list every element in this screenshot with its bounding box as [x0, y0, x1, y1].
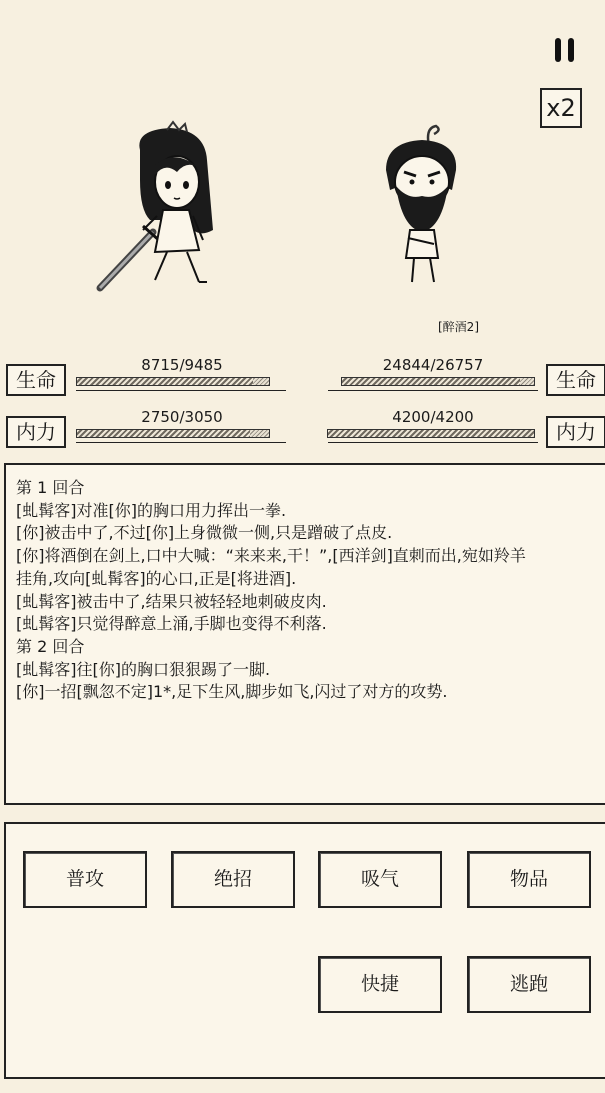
enemy-mp-bar: [327, 429, 535, 438]
log-line: [你]一招[飘忽不定]1*,足下生风,脚步如飞,闪过了对方的攻势.: [16, 682, 448, 702]
pause-icon: [555, 38, 561, 62]
player-mp-value: 2750/3050: [141, 408, 223, 426]
battle-log: [16, 477, 601, 704]
log-line: [虬髯客]对准[你]的胸口用力挥出一拳.: [16, 500, 287, 520]
enemy-hp-bar: [341, 377, 535, 386]
flee-button[interactable]: 逃跑: [467, 956, 591, 1013]
enemy-hp-fill: [342, 378, 520, 385]
log-line: [你]将酒倒在剑上,口中大喊：“来来来,干！”,[西洋剑]直刺而出,宛如羚羊: [16, 546, 526, 566]
enemy-hp-value: 24844/26757: [382, 356, 484, 374]
attack-button[interactable]: 普攻: [23, 851, 147, 908]
player-mp-label: 内力: [6, 416, 66, 448]
log-line: [你]被击中了,不过[你]上身微微一侧,只是蹭破了点皮.: [16, 523, 393, 543]
player-mp-fill: [77, 430, 250, 437]
player-hp-fill: [77, 378, 253, 385]
battle-log-panel[interactable]: [4, 463, 605, 805]
skill-button[interactable]: 绝招: [171, 851, 295, 908]
player-hp-bar: [76, 377, 270, 386]
enemy-mp-label: 内力: [546, 416, 605, 448]
enemy-character: [372, 120, 472, 290]
enemy-buff-drunk: [醉酒2]: [438, 320, 479, 334]
log-line: [虬髯客]往[你]的胸口狠狠踢了一脚.: [16, 659, 271, 679]
log-line: 第 2 回合: [16, 636, 85, 656]
speed-toggle-button[interactable]: x2: [540, 88, 582, 128]
log-line: [虬髯客]只觉得醉意上涌,手脚也变得不利落.: [16, 614, 327, 634]
quick-button[interactable]: 快捷: [318, 956, 442, 1013]
items-button[interactable]: 物品: [467, 851, 591, 908]
enemy-hp-label: 生命: [546, 364, 605, 396]
player-hp-value: 8715/9485: [141, 356, 223, 374]
log-line: [虬髯客]被击中了,结果只被轻轻地刺破皮肉.: [16, 591, 327, 611]
player-character: [95, 120, 245, 295]
player-hp-label: 生命: [6, 364, 66, 396]
breathe-button[interactable]: 吸气: [318, 851, 442, 908]
log-line: 挂角,攻向[虬髯客]的心口,正是[将进酒].: [16, 568, 297, 588]
pause-button[interactable]: [552, 38, 578, 62]
log-line: 第 1 回合: [16, 478, 85, 497]
enemy-mp-value: 4200/4200: [392, 408, 474, 426]
player-mp-bar: [76, 429, 270, 438]
enemy-mp-fill: [328, 430, 534, 437]
